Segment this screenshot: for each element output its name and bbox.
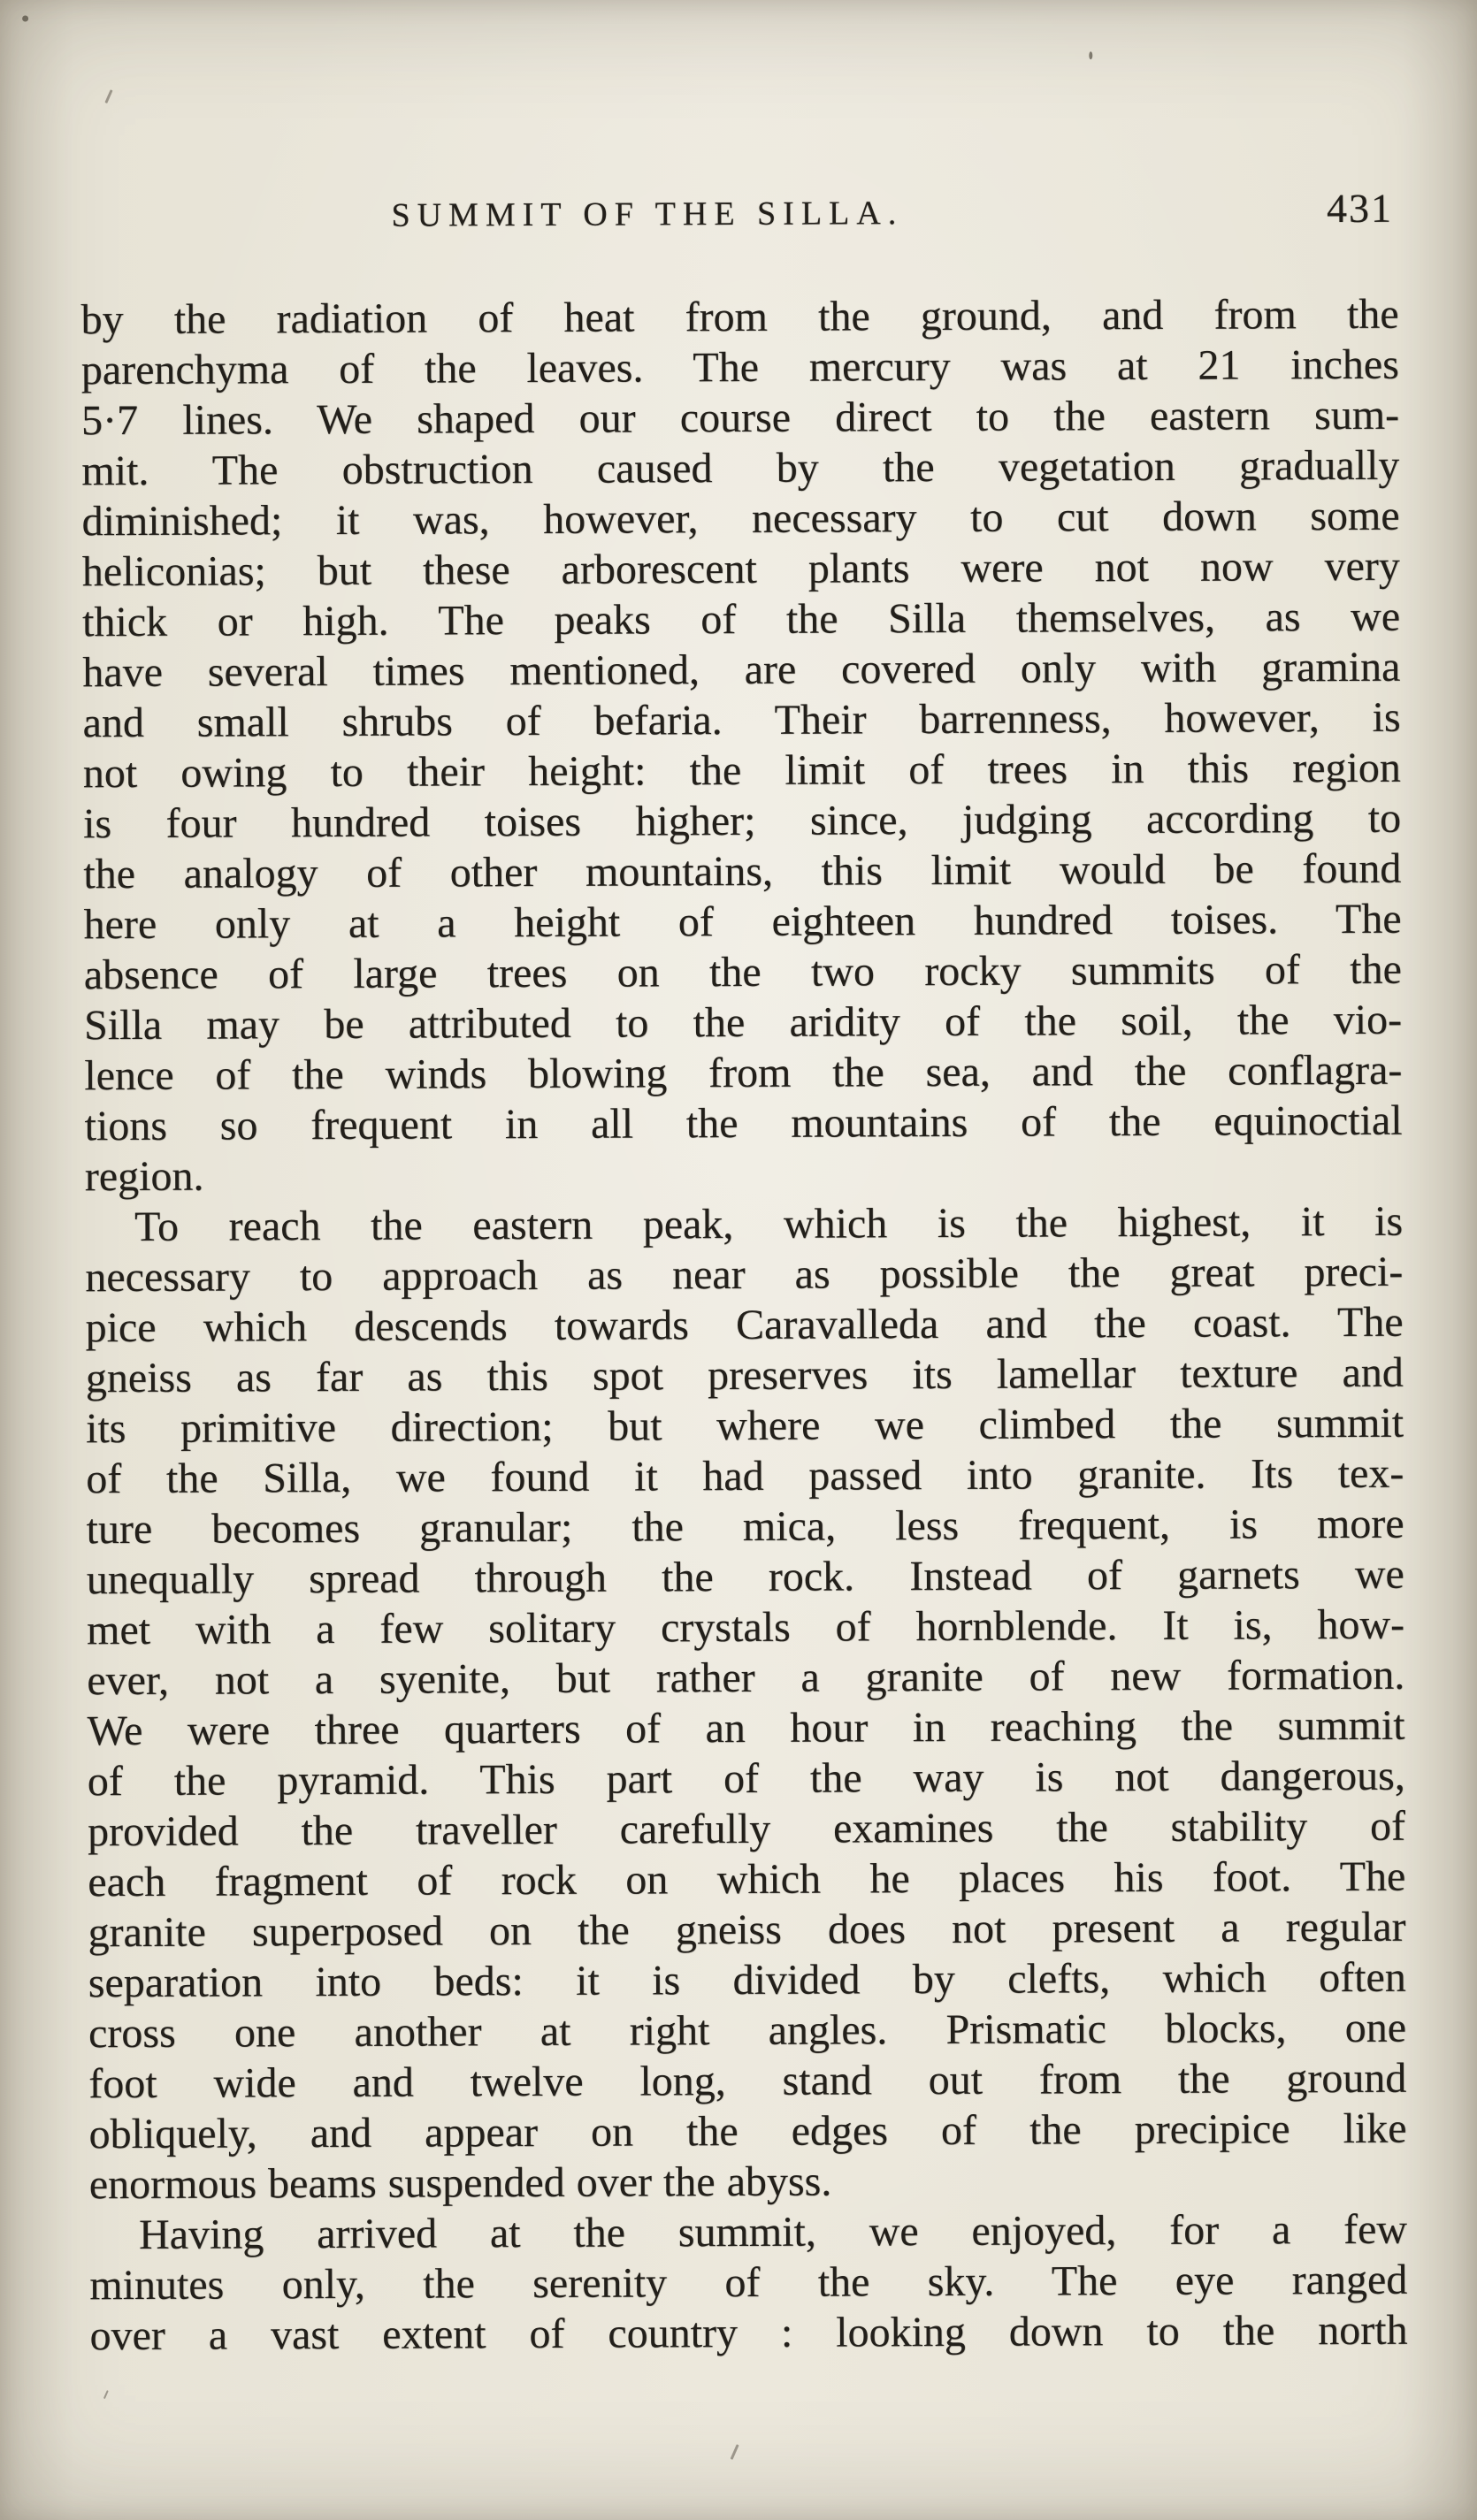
- page-number: 431: [1326, 185, 1394, 232]
- text-line: met with a few solitary crystals of hornblende. It is, how-: [86, 1600, 1405, 1654]
- text-line: of the pyramid. This part of the way is not dangerous,: [87, 1752, 1405, 1806]
- text-line: obliquely, and appear on the edges of the precipice like: [88, 2104, 1407, 2158]
- text-line: by the radiation of heat from the ground, and from the: [80, 290, 1399, 344]
- text-line: enormous beams suspended over the abyss.: [88, 2157, 832, 2209]
- body-text: [80, 289, 1407, 2361]
- text-line: is four hundred toises higher; since, judging according to: [82, 794, 1402, 848]
- text-line: Having arrived at the summit, we enjoyed, for a few: [138, 2205, 1408, 2258]
- scan-artifact: [731, 2444, 739, 2460]
- text-line: diminished; it was, however, necessary to cut down some: [81, 492, 1400, 546]
- paragraph-1: [80, 289, 1402, 1202]
- text-line: provided the traveller carefully examines the stability of: [87, 1802, 1406, 1856]
- text-line: each fragment of rock on which he places his foot. The: [88, 1852, 1406, 1906]
- scan-artifact: [103, 2390, 109, 2399]
- paragraph-2: [85, 1196, 1407, 2210]
- paragraph-3: [89, 2204, 1408, 2361]
- text-line: mit. The obstruction caused by the vegetation gradually: [81, 441, 1400, 495]
- text-line: Silla may be attributed to the aridity of the soil, the vio-: [83, 996, 1403, 1050]
- scan-artifact: [22, 15, 28, 21]
- text-line: thick or high. The peaks of the Silla themselves, as we: [81, 592, 1401, 646]
- text-line: To reach the eastern peak, which is the highest, it is: [134, 1197, 1404, 1250]
- page-header: [80, 185, 1398, 248]
- text-line: of the Silla, we found it had passed into granite. Its tex-: [86, 1449, 1404, 1503]
- text-line: and small shrubs of befaria. Their barrenness, however, is: [82, 693, 1401, 747]
- text-line: region.: [84, 1152, 204, 1201]
- text-line: its primitive direction; but where we climbed the summit: [85, 1399, 1404, 1453]
- text-line: necessary to approach as near as possible the great preci-: [85, 1248, 1404, 1302]
- text-line: ever, not a syenite, but rather a granite of new formation.: [87, 1651, 1405, 1705]
- text-line: foot wide and twelve long, stand out from the ground: [88, 2054, 1407, 2108]
- text-line: lence of the winds blowing from the sea, and the conflagra-: [84, 1046, 1403, 1100]
- text-line: tions so frequent in all the mountains of the equinoctial: [84, 1096, 1403, 1150]
- text-line: gneiss as far as this spot preserves its lamellar texture and: [85, 1348, 1404, 1402]
- text-line: 5·7 lines. We shaped our course direct to the eastern sum-: [80, 391, 1400, 445]
- text-line: heliconias; but these arborescent plants were not now very: [81, 542, 1400, 596]
- text-line: cross one another at right angles. Prismatic blocks, one: [88, 2004, 1407, 2058]
- scan-artifact: [104, 89, 112, 103]
- text-line: here only at a height of eighteen hundred toises. The: [83, 895, 1402, 949]
- running-header: SUMMIT OF THE SILLA.: [391, 195, 904, 234]
- text-line: pice which descends towards Caravalleda and the coast. The: [85, 1298, 1404, 1352]
- text-line: minutes only, the serenity of the sky. The eye ranged: [89, 2256, 1408, 2310]
- text-line: separation into beds: it is divided by clefts, which often: [88, 1953, 1406, 2007]
- text-line: parenchyma of the leaves. The mercury was at 21 inches: [80, 340, 1399, 394]
- text-line: unequally spread through the rock. Instead of garnets we: [86, 1550, 1404, 1604]
- text-line: have several times mentioned, are covered only with gramina: [82, 643, 1401, 697]
- text-line: absence of large trees on the two rocky summits of the: [83, 945, 1402, 999]
- text-line: granite superposed on the gneiss does not present a regular: [88, 1903, 1406, 1957]
- text-line: not owing to their height: the limit of trees in this region: [82, 744, 1401, 798]
- text-line: over a vast extent of country : looking down to the north: [89, 2306, 1408, 2360]
- text-line: We were three quarters of an hour in reaching the summit: [87, 1701, 1405, 1755]
- scan-artifact: [1089, 51, 1092, 59]
- text-line: ture becomes granular; the mica, less frequent, is more: [86, 1500, 1404, 1554]
- text-line: the analogy of other mountains, this limit would be found: [83, 844, 1402, 898]
